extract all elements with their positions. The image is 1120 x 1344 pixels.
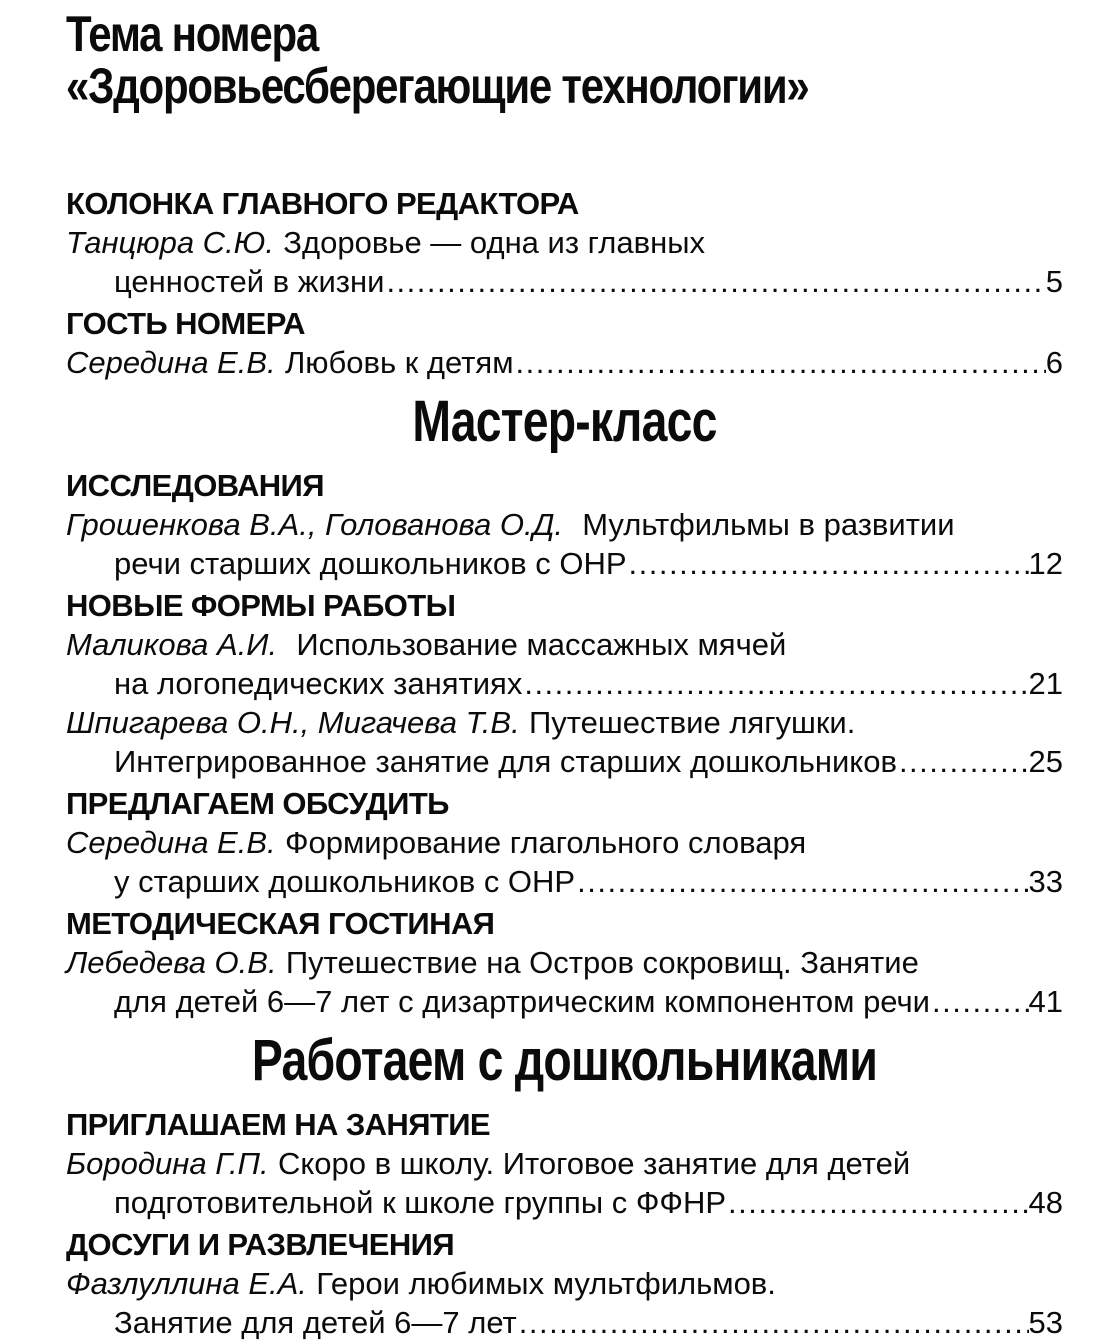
- toc-entry: [66, 343, 1063, 382]
- page-number: 25: [1028, 744, 1063, 779]
- page-title: [66, 8, 903, 112]
- dot-leader: [386, 262, 1045, 301]
- entry-authors: Танцюра С.Ю.: [66, 225, 274, 260]
- entry-authors: Грошенкова В.А., Голованова О.Д.: [66, 507, 564, 542]
- rubric-leisure-entertainment: ДОСУГИ И РАЗВЛЕЧЕНИЯ: [66, 1227, 455, 1262]
- entry-title-continued: Занятие для детей 6—7 лет: [114, 1305, 517, 1340]
- dot-leader: [577, 862, 1028, 901]
- toc-entry: [66, 505, 1063, 583]
- entry-authors: Лебедева О.В.: [66, 945, 277, 980]
- rubric-research: ИССЛЕДОВАНИЯ: [66, 468, 324, 503]
- entry-title-continued: ценностей в жизни: [114, 264, 385, 299]
- entry-title-continued: речи старших дошкольников с ОНР: [114, 546, 627, 581]
- entry-line-continued: [66, 1183, 1063, 1222]
- entry-title: Путешествие на Остров сокровищ. Занятие: [285, 945, 919, 980]
- dot-leader: [728, 1183, 1028, 1222]
- entry-title-continued: подготовительной к школе группы с ФФНР: [114, 1185, 727, 1220]
- entry-line-continued: [66, 262, 1063, 301]
- entry-line: [66, 625, 1063, 664]
- entry-authors: Шпигарева О.Н., Мигачева Т.В.: [66, 705, 520, 740]
- entry-line-continued: [66, 664, 1063, 703]
- entry-title: Здоровье — одна из главных: [283, 225, 706, 260]
- dot-leader: [519, 1303, 1029, 1342]
- toc-entry: [66, 1144, 1063, 1222]
- entry-line: [66, 505, 1063, 544]
- entry-title: Использование массажных мячей: [296, 627, 787, 662]
- dot-leader: [932, 982, 1029, 1021]
- page-number: 33: [1028, 864, 1063, 899]
- entry-authors: Фазлуллина Е.А.: [66, 1266, 307, 1301]
- toc-entry: [66, 943, 1063, 1021]
- entry-authors: Бородина Г.П.: [66, 1146, 269, 1181]
- rubric-invite-to-lesson: ПРИГЛАШАЕМ НА ЗАНЯТИЕ: [66, 1107, 490, 1142]
- entry-title: Путешествие лягушки.: [529, 705, 856, 740]
- entry-title: Мультфильмы в развитии: [582, 507, 955, 542]
- entry-title: Скоро в школу. Итоговое занятие для детей: [277, 1146, 911, 1181]
- entry-line: [66, 223, 1063, 262]
- page-number: 48: [1028, 1185, 1063, 1220]
- entry-authors: Середина Е.В.: [66, 825, 276, 860]
- toc-entry: [66, 223, 1063, 301]
- rubric-methodic-lounge: МЕТОДИЧЕСКАЯ ГОСТИНАЯ: [66, 906, 495, 941]
- entry-line: [66, 343, 1063, 382]
- entry-authors: Середина Е.В.: [66, 345, 276, 380]
- entry-line-continued: [66, 544, 1063, 583]
- rubric-new-work-forms: НОВЫЕ ФОРМЫ РАБОТЫ: [66, 588, 456, 623]
- entry-line-continued: [66, 1303, 1063, 1342]
- entry-line: [66, 1264, 1063, 1303]
- dot-leader: [899, 742, 1029, 781]
- page-number: 12: [1028, 546, 1063, 581]
- page-number: 21: [1028, 666, 1063, 701]
- entry-line-continued: [66, 862, 1063, 901]
- part-heading-master-class: Мастер-класс: [412, 389, 717, 454]
- page-title-line2: «Здоровьесберегающие технологии»: [66, 58, 809, 114]
- entry-line-continued: [66, 982, 1063, 1021]
- entry-title-continued: у старших дошкольников с ОНР: [114, 864, 576, 899]
- part-heading-preschoolers: Работаем с дошкольниками: [251, 1028, 878, 1093]
- page-number: 53: [1028, 1305, 1063, 1340]
- entry-line-continued: [66, 742, 1063, 781]
- rubric-guest: ГОСТЬ НОМЕРА: [66, 306, 305, 341]
- entry-line: [66, 703, 1063, 742]
- entry-title: Формирование глагольного словаря: [284, 825, 807, 860]
- page-number: 41: [1028, 984, 1063, 1019]
- dot-leader: [516, 343, 1046, 382]
- page-number: 5: [1045, 264, 1063, 299]
- entry-title-continued: на логопедических занятиях: [114, 666, 523, 701]
- toc-entry: [66, 1264, 1063, 1342]
- entry-line: [66, 823, 1063, 862]
- toc-entry: [66, 703, 1063, 781]
- dot-leader: [629, 544, 1029, 583]
- entry-title-continued: для детей 6—7 лет с дизартрическим компонентом речи: [114, 984, 930, 1019]
- entry-line: [66, 1144, 1063, 1183]
- dot-leader: [524, 664, 1028, 703]
- toc-entry: [66, 823, 1063, 901]
- rubric-propose-discussion: ПРЕДЛАГАЕМ ОБСУДИТЬ: [66, 786, 449, 821]
- entry-authors: Маликова А.И.: [66, 627, 278, 662]
- entry-title: Герои любимых мультфильмов.: [316, 1266, 776, 1301]
- page-title-line1: Тема номера: [66, 6, 318, 62]
- page-number: 6: [1045, 345, 1063, 380]
- entry-line: [66, 943, 1063, 982]
- entry-title: Любовь к детям: [284, 345, 514, 380]
- toc-entry: [66, 625, 1063, 703]
- entry-title-continued: Интегрированное занятие для старших дошкольников: [114, 744, 897, 779]
- rubric-editor-column: КОЛОНКА ГЛАВНОГО РЕДАКТОРА: [66, 186, 579, 221]
